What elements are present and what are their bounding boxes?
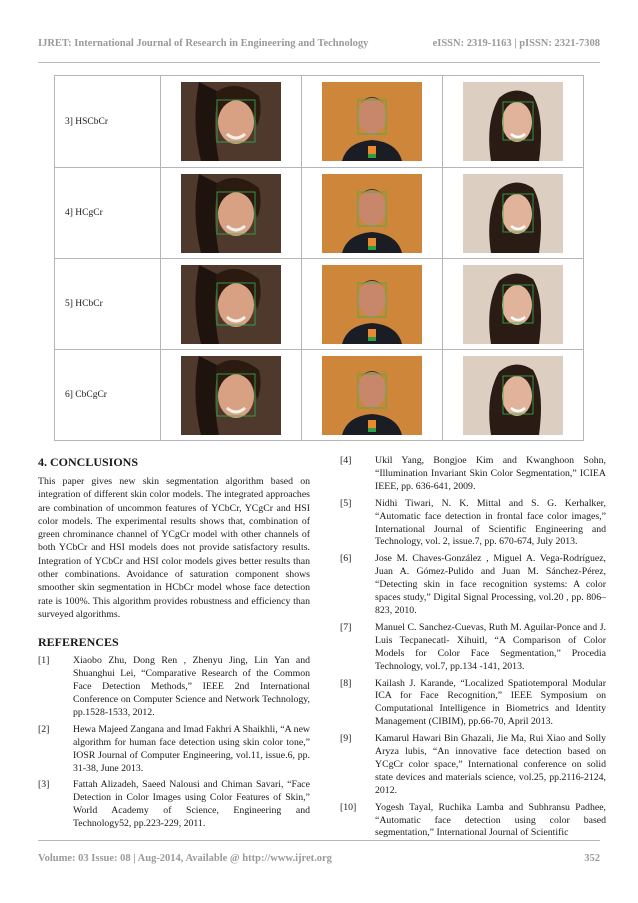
reference-item	[340, 553, 606, 618]
image-cell	[443, 76, 583, 167]
reference-text: Yogesh Tayal, Ruchika Lamba and Subhransu Padhee, “Automatic face detection using color based segmentation,” International Journal of Scientific	[375, 801, 606, 839]
reference-text: Nidhi Tiwari, N. K. Mittal and S. G. Kerhalker, “Automatic face detection in frontal face color images,” International Journal of Scientific Engineering and Technology, vol. 2, issue.7, pp. 670-674, July 2013.	[375, 497, 606, 548]
reference-number: [7]	[340, 621, 352, 633]
issn-text: eISSN: 2319-1163 | pISSN: 2321-7308	[432, 38, 600, 49]
reference-number: [6]	[340, 553, 352, 565]
reference-item	[340, 455, 606, 494]
footer-volume-info: Volume: 03 Issue: 08 | Aug-2014, Available @ http://www.ijret.org	[38, 853, 332, 864]
reference-text: Manuel C. Sanchez-Cuevas, Ruth M. Aguilar-Ponce and J. Luis Tecpanecatl- Xihuitl, “A Comparison of Color Models for Color Face Segmentation,” Procedia Technology, vol.7, pp.134 -141, 2013.	[375, 621, 606, 672]
face-image-woman-1	[181, 356, 281, 435]
image-cell	[443, 168, 583, 258]
reference-number: [8]	[340, 677, 352, 689]
reference-item	[340, 678, 606, 730]
row-label: 3] HSCbCr	[55, 76, 161, 167]
reference-item	[38, 724, 310, 776]
reference-number: [1]	[38, 655, 50, 667]
image-cell	[161, 350, 302, 440]
image-cell	[302, 350, 443, 440]
face-image-woman-1	[181, 265, 281, 344]
results-figure-grid	[54, 75, 584, 441]
reference-number: [5]	[340, 497, 352, 509]
face-image-man	[322, 265, 422, 344]
row-label: 5] HCbCr	[55, 259, 161, 349]
conclusions-text: This paper gives new skin segmentation algorithm based on integration of different skin color models. The integrated approaches are combination of uncommon features of YCbCr, YCgCr and HSI color models. The experimental results shows that, combination of green chrominance channel of YCgCr model with other channels of both YCbCr and HSI models does not provide satisfactory results. Integration of YCbCr and HSI color models gives better results than other combinations. Avoidance of saturation component shows smoother skin segmentation in HCbCr model whose face detection rate is 100%. This algorithm provides robustness and efficiency than surveyed algorithms.	[38, 476, 310, 620]
left-column	[38, 455, 310, 835]
figure-row	[55, 258, 583, 349]
face-image-woman-1	[181, 174, 281, 253]
face-image-woman-2	[463, 82, 563, 161]
reference-item	[38, 779, 310, 831]
row-label: 4] HCgCr	[55, 168, 161, 258]
image-cell	[161, 168, 302, 258]
references-heading: REFERENCES	[38, 635, 119, 650]
reference-item	[340, 498, 606, 550]
image-cell	[302, 168, 443, 258]
image-cell	[443, 350, 583, 440]
reference-item	[340, 622, 606, 674]
figure-row	[55, 167, 583, 258]
face-image-woman-1	[181, 82, 281, 161]
face-image-man	[322, 356, 422, 435]
face-image-woman-2	[463, 356, 563, 435]
reference-number: [4]	[340, 455, 352, 466]
image-cell	[302, 259, 443, 349]
reference-text: Jose M. Chaves-González , Miguel A. Vega-Rodríguez, Juan A. Gómez-Pulido and Juan M. Sánchez-Pérez, “Detecting skin in face recognition systems: A color spaces study,” Digital Signal Processing, vol.20 , pp. 806–823, 2010.	[375, 553, 606, 616]
face-image-man	[322, 82, 422, 161]
reference-text: Xiaobo Zhu, Dong Ren , Zhenyu Jing, Lin Yan and Shuanghui Lei, “Comparative Research of the Common Face Detection Methods,” IEEE 2nd International Conference on Computer Science and Network Technology, pp.1528-1533, 2012.	[73, 655, 310, 718]
page-number: 352	[584, 853, 600, 864]
image-cell	[161, 259, 302, 349]
header-rule	[38, 62, 600, 63]
figure-row	[55, 349, 583, 440]
reference-text: Hewa Majeed Zangana and Imad Fakhri A Shaikhli, “A new algorithm for human face detection using skin color tone,” IOSR Journal of Computer Engineering, vol.11, issue.6, pp. 31-38, June 2013.	[73, 723, 310, 774]
right-column	[340, 455, 606, 844]
face-image-woman-2	[463, 174, 563, 253]
reference-text: Kailash J. Karande, “Localized Spatiotemporal Modular ICA for Face Recognition,” IEEE Symposium on Computational Intelligence in Biometrics and Identity Management (CIBIM), pp.66-70, April 2013.	[375, 677, 606, 728]
image-cell	[161, 76, 302, 167]
face-image-man	[322, 174, 422, 253]
row-label: 6] CbCgCr	[55, 350, 161, 440]
reference-item	[38, 655, 310, 720]
face-image-woman-2	[463, 265, 563, 344]
footer-rule	[38, 840, 600, 841]
figure-row	[55, 76, 583, 167]
reference-number: [2]	[38, 723, 50, 735]
reference-number: [3]	[38, 779, 50, 791]
conclusions-heading: 4. CONCLUSIONS	[38, 455, 139, 469]
image-cell	[302, 76, 443, 167]
page-header	[38, 38, 600, 58]
page-footer	[38, 853, 600, 864]
journal-title: IJRET: International Journal of Research in Engineering and Technology	[38, 38, 369, 49]
reference-text: Fattah Alizadeh, Saeed Nalousi and Chiman Savari, “Face Detection in Color Images using Color Features of Skin,” World Academy of Science, Engineering and Technology52, pp.223-229, 2011.	[73, 779, 310, 830]
reference-text: Kamarul Hawari Bin Ghazali, Jie Ma, Rui Xiao and Solly Aryza lubis, “An innovative face detection based on YCgCr color space,” International conference on solid state devices and materials science, vol.25, pp.2116-2124, 2012.	[375, 733, 606, 796]
reference-item	[340, 733, 606, 798]
reference-number: [10]	[340, 801, 357, 813]
reference-item	[340, 802, 606, 841]
reference-number: [9]	[340, 733, 352, 745]
image-cell	[443, 259, 583, 349]
reference-text: Ukil Yang, Bongjoe Kim and Kwanghoon Sohn, “Illumination Invariant Skin Color Segmentation,” ICIEA IEEE, pp. 636-641, 2009.	[375, 455, 606, 492]
